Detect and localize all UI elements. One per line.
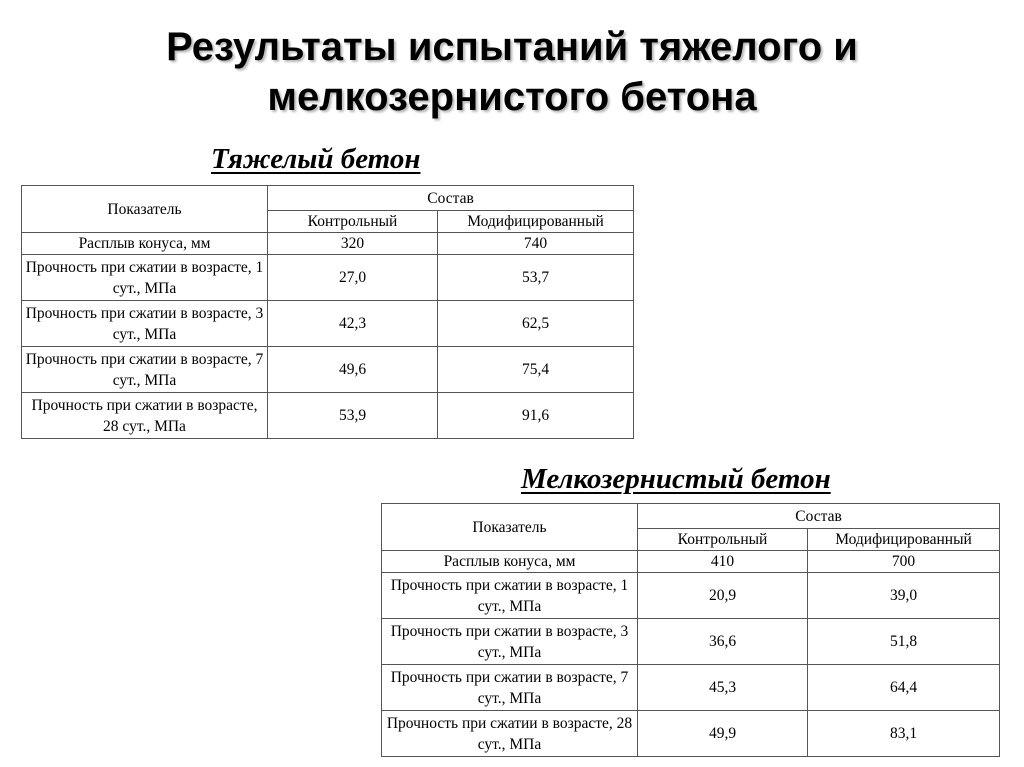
- row-label: Прочность при сжатии в возрасте, 3 сут., МПа: [22, 301, 268, 347]
- modified-value: 740: [438, 233, 634, 255]
- row-label: Прочность при сжатии в возрасте, 7 сут., МПа: [382, 665, 638, 711]
- row-label: Расплыв конуса, мм: [382, 551, 638, 573]
- table-row: [382, 665, 1000, 711]
- table-row: [22, 255, 634, 301]
- modified-value: 700: [808, 551, 1000, 573]
- modified-value: 39,0: [808, 573, 1000, 619]
- composition-header: Состав: [268, 186, 634, 211]
- modified-value: 62,5: [438, 301, 634, 347]
- table-row: [382, 551, 1000, 573]
- table-row: [22, 347, 634, 393]
- row-label: Расплыв конуса, мм: [22, 233, 268, 255]
- modified-header: Модифицированный: [808, 529, 1000, 551]
- row-label: Прочность при сжатии в возрасте, 1 сут., МПа: [22, 255, 268, 301]
- control-value: 42,3: [268, 301, 438, 347]
- row-label: Прочность при сжатии в возрасте, 7 сут., МПа: [22, 347, 268, 393]
- control-value: 27,0: [268, 255, 438, 301]
- row-label: Прочность при сжатии в возрасте, 28 сут., МПа: [382, 711, 638, 757]
- table-row: [22, 233, 634, 255]
- control-value: 410: [638, 551, 808, 573]
- modified-value: 75,4: [438, 347, 634, 393]
- modified-value: 53,7: [438, 255, 634, 301]
- modified-value: 83,1: [808, 711, 1000, 757]
- row-label: Прочность при сжатии в возрасте, 28 сут., МПа: [22, 393, 268, 439]
- table-row: [382, 619, 1000, 665]
- slide-title-line-2: мелкозернистого бетона: [267, 75, 757, 119]
- control-header: Контрольный: [268, 211, 438, 233]
- control-value: 320: [268, 233, 438, 255]
- slide-title-line-1: Результаты испытаний тяжелого и: [166, 25, 858, 69]
- modified-value: 51,8: [808, 619, 1000, 665]
- control-value: 49,9: [638, 711, 808, 757]
- indicator-header: Показатель: [382, 504, 638, 551]
- fine-concrete-heading: Мелкозернистый бетон: [521, 463, 831, 495]
- control-value: 20,9: [638, 573, 808, 619]
- composition-header: Состав: [638, 504, 1000, 529]
- slide-title: [0, 22, 1024, 122]
- table-row: [22, 301, 634, 347]
- control-value: 45,3: [638, 665, 808, 711]
- control-value: 53,9: [268, 393, 438, 439]
- modified-value: 64,4: [808, 665, 1000, 711]
- indicator-header: Показатель: [22, 186, 268, 233]
- row-label: Прочность при сжатии в возрасте, 1 сут., МПа: [382, 573, 638, 619]
- control-header: Контрольный: [638, 529, 808, 551]
- modified-value: 91,6: [438, 393, 634, 439]
- table-row: [382, 573, 1000, 619]
- row-label: Прочность при сжатии в возрасте, 3 сут., МПа: [382, 619, 638, 665]
- fine-concrete-table: [381, 503, 1000, 757]
- control-value: 49,6: [268, 347, 438, 393]
- table-row: [22, 393, 634, 439]
- heavy-concrete-table: [21, 185, 634, 439]
- heavy-concrete-heading: Тяжелый бетон: [211, 143, 421, 175]
- control-value: 36,6: [638, 619, 808, 665]
- table-row: [382, 711, 1000, 757]
- modified-header: Модифицированный: [438, 211, 634, 233]
